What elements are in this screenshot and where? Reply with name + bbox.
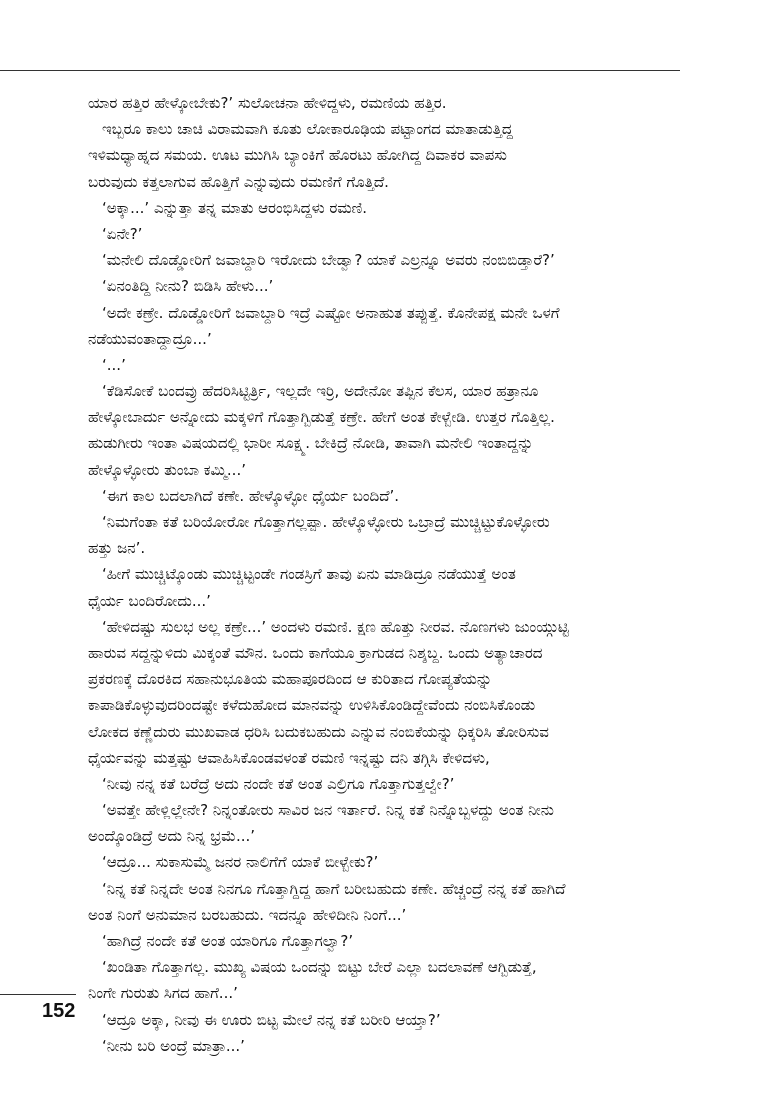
text-line: ಹೇಳ್ಕೊಳ್ಳೋರು ತುಂಬಾ ಕಮ್ಮಿ...’: [88, 460, 246, 479]
text-line: ‘ಹೀಗೆ ಮುಚ್ಚಿಟ್ಕೊಂಡು ಮುಚ್ಚಿಟ್ಟಂಡೇ ಗಂಡಸ್ರಿಗೆ ತಾವು ಏನು ಮಾಡಿದ್ರೂ ನಡೆಯುತ್ತೆ ಅಂತ: [102, 565, 516, 584]
top-rule: [0, 70, 680, 71]
text-line: ‘ಅಕ್ಕಾ...’ ಎನ್ನುತ್ತಾ ತನ್ನ ಮಾತು ಆರಂಭಿಸಿದ್ದಳು ರಮಣಿ.: [102, 198, 368, 217]
text-line: ‘ಹಾಗಿದ್ರೆ ನಂದೇ ಕತೆ ಅಂತ ಯಾರಿಗೂ ಗೊತ್ತಾಗಲ್ವಾ?’: [102, 932, 354, 950]
text-line: ‘ನಿಮಗೆಂತಾ ಕತೆ ಬರಿಯೋರೋ ಗೊತ್ತಾಗಲ್ಲಪ್ಪಾ. ಹೇಳ್ಕೊಳ್ಳೋರು ಒಬ್ರಾದ್ರೆ ಮುಚ್ಚಿಟ್ಟುಕೊಳ್ಳೋರು: [102, 513, 550, 531]
text-line: ‘ಈಗ ಕಾಲ ಬದಲಾಗಿದೆ ಕಣೇ. ಹೇಳ್ಕೊಳ್ಳೋ ಧೈರ್ಯ ಬಂದಿದೆ’.: [102, 486, 400, 505]
text-line: ‘ಏನೇ?’: [102, 224, 143, 243]
text-line: ಹೇಳ್ಕೋಬಾರ್ದು ಅನ್ನೋದು ಮಕ್ಕಳಿಗೆ ಗೊತ್ತಾಗ್ಬಿಡುತ್ತೆ ಕಣ್ರೇ. ಹೇಗೆ ಅಂತ ಕೇಳ್ಬೇಡಿ. ಉತ್ತರ ಗೊತ್ತಿಲ್ಲ.: [88, 408, 555, 427]
text-line: ನಡೆಯುವಂತಾದ್ದಾದ್ರೂ...’: [88, 329, 212, 348]
text-line: ಬರುವುದು ಕತ್ತಲಾಗುವ ಹೊತ್ತಿಗೆ ಎನ್ನುವುದು ರಮಣಿಗೆ ಗೊತ್ತಿದೆ.: [88, 172, 389, 191]
text-line: ‘ಖಂಡಿತಾ ಗೊತ್ತಾಗಲ್ಲ. ಮುಖ್ಯ ವಿಷಯ ಒಂದನ್ನು ಬಿಟ್ಟು ಬೇರೆ ಎಲ್ಲಾ ಬದಲಾವಣೆ ಆಗ್ಬಿಡುತ್ತೆ,: [102, 958, 537, 977]
text-line: ‘ಅವತ್ತೇ ಹೇಳ್ಲಿಲ್ಲೇನೇ? ನಿನ್ನಂತೋರು ಸಾವಿರ ಜನ ಇರ್ತಾರೆ. ನಿನ್ನ ಕತೆ ನಿನ್ನೊಬ್ಬಳದ್ದು ಅಂತ ನೀನು: [102, 801, 554, 820]
text-line: ‘ಅದೇ ಕಣ್ರೇ. ದೊಡ್ಡೋರಿಗೆ ಜವಾಬ್ದಾರಿ ಇದ್ರೆ ಎಷ್ಟೋ ಅನಾಹುತ ತಪ್ಪುತ್ತೆ. ಕೊನೇಪಕ್ಷ ಮನೇ ಒಳಗೆ: [102, 303, 560, 322]
text-line: ಹಾರುವ ಸದ್ದನ್ನುಳಿದು ಮಿಕ್ಕಂತೆ ಮೌನ. ಒಂದು ಕಾಗೆಯೂ ಕ್ರಾಗುಡದ ನಿಶ್ಶಬ್ದ. ಒಂದು ಅತ್ಯಾಚಾರದ: [88, 643, 543, 662]
text-line: ‘...’: [102, 355, 126, 374]
text-line: ‘ಕೆಡಿಸೋಕೆ ಬಂದವ್ರು ಹೆದರಿಸಿಟ್ಟಿರ್ತ್ರಿ, ಇಲ್ಲದೇ ಇರ್ರಿ, ಅದೇನೋ ತಪ್ಪಿನ ಕೆಲಸ, ಯಾರ ಹತ್ರಾನೂ: [102, 382, 539, 401]
text-line: ಹತ್ತು ಜನ’.: [88, 539, 146, 558]
text-line: ನಿಂಗೇ ಗುರುತು ಸಿಗದ ಹಾಗೆ...’: [88, 984, 238, 1003]
text-line: ಧೈರ್ಯ ಬಂದಿರೋದು...’: [88, 591, 211, 610]
page-number-rule: [0, 994, 76, 995]
text-line: ಲೋಕದ ಕಣ್ಣೆದುರು ಮುಖವಾಡ ಧರಿಸಿ ಬದುಕಬಹುದು ಎನ್ನುವ ನಂಬಿಕೆಯನ್ನು ಧಿಕ್ಕರಿಸಿ ತೋರಿಸುವ: [88, 722, 549, 741]
text-line: ಧೈರ್ಯವನ್ನು ಮತ್ತಷ್ಟು ಆವಾಹಿಸಿಕೊಂಡವಳಂತೆ ರಮಣಿ ಇನ್ನಷ್ಟು ದನಿ ತಗ್ಗಿಸಿ ಕೇಳಿದಳು,: [88, 748, 490, 767]
body-text: [88, 90, 682, 1059]
text-line: ‘ಆದ್ರೂ ಅಕ್ಕಾ, ನೀವು ಈ ಊರು ಬಿಟ್ಟ ಮೇಲೆ ನನ್ನ ಕತೆ ಬರೀರಿ ಆಯ್ತಾ?’: [102, 1010, 441, 1029]
text-line: ‘ಹೇಳಿದಷ್ಟು ಸುಲಭ ಅಲ್ಲ ಕಣ್ರೇ...’ ಅಂದಳು ರಮಣಿ. ಕ್ಷಣ ಹೊತ್ತು ನೀರವ. ನೊಣಗಳು ಜುಂಯ್ಗುಟ್ಟಿ: [102, 617, 569, 636]
text-line: ಹುಡುಗೀರು ಇಂತಾ ವಿಷಯದಲ್ಲಿ ಭಾರೀ ಸೂಕ್ಷ್ಮ. ಬೇಕಿದ್ರೆ ನೋಡಿ, ತಾವಾಗಿ ಮನೇಲಿ ಇಂತಾದ್ದನ್ನು: [88, 434, 534, 453]
text-line: ಕಾಪಾಡಿಕೊಳ್ಳುವುದರಿಂದಷ್ಟೇ ಕಳೆದುಹೋದ ಮಾನವನ್ನು ಉಳಿಸಿಕೊಂಡಿದ್ದೇವೆಂದು ನಂಬಿಸಿಕೊಂಡು: [88, 696, 536, 715]
text-line: ಯಾರ ಹತ್ತಿರ ಹೇಳ್ಕೋಬೇಕು?’ ಸುಲೋಚನಾ ಹೇಳಿದ್ದಳು, ರಮಣಿಯ ಹತ್ತಿರ.: [88, 94, 447, 112]
text-line: ‘ಏನಂತಿದ್ದಿ ನೀನು? ಬಿಡಿಸಿ ಹೇಳು...’: [102, 277, 274, 296]
text-line: ‘ನೀನು ಬರಿ ಅಂದ್ರೆ ಮಾತ್ರಾ...’: [102, 1036, 245, 1055]
text-line: ‘ಆದ್ರೂ... ಸುಕಾಸುಮ್ಮೆ ಜನರ ನಾಲಿಗೆಗೆ ಯಾಕೆ ಬೀಳ್ಬೇಕು?’: [102, 853, 379, 872]
text-line: ಅಂದ್ಕೊಂಡಿದ್ರೆ ಅದು ನಿನ್ನ ಭ್ರಮೆ...’: [88, 827, 256, 846]
text-line: ‘ನೀವು ನನ್ನ ಕತೆ ಬರೆದ್ರೆ ಅದು ನಂದೇ ಕತೆ ಅಂತ ಎಲ್ರಿಗೂ ಗೊತ್ತಾಗುತ್ತಲ್ವೇ?’: [102, 774, 455, 793]
text-line: ಇಳಿಮಧ್ಯಾಹ್ನದ ಸಮಯ. ಊಟ ಮುಗಿಸಿ ಬ್ಯಾಂಕಿಗೆ ಹೊರಟು ಹೋಗಿದ್ದ ದಿವಾಕರ ವಾಪಸು: [88, 146, 507, 165]
text-line: ಇಬ್ಬರೂ ಕಾಲು ಚಾಚಿ ವಿರಾಮವಾಗಿ ಕೂತು ಲೋಕಾರೂಢಿಯ ಪಟ್ಟಾಂಗದ ಮಾತಾಡುತ್ತಿದ್ದ: [102, 120, 513, 139]
page-number: 152: [42, 1000, 76, 1022]
text-line: ಅಂತ ನಿಂಗೆ ಅನುಮಾನ ಬರಬಹುದು. ಇದನ್ನೂ ಹೇಳಿದೀನಿ ನಿಂಗೆ...’: [88, 905, 407, 924]
text-line: ‘ಮನೇಲಿ ದೊಡ್ಡೋರಿಗೆ ಜವಾಬ್ದಾರಿ ಇರೋದು ಬೇಡ್ವಾ? ಯಾಕೆ ಎಲ್ರನ್ನೂ ಅವರು ನಂಬಿಬಿಡ್ತಾರೆ?’: [102, 251, 555, 270]
text-line: ‘ನಿನ್ನ ಕತೆ ನಿನ್ನದೇ ಅಂತ ನಿನಗೂ ಗೊತ್ತಾಗ್ದಿದ್ದ ಹಾಗೆ ಬರೀಬಹುದು ಕಣೇ. ಹೆಚ್ಚಂದ್ರೆ ನನ್ನ ಕತೆ ಹಾಗಿದೆ: [102, 879, 566, 898]
text-line: ಪ್ರಕರಣಕ್ಕೆ ದೊರಕಿದ ಸಹಾನುಭೂತಿಯ ಮಹಾಪೂರದಿಂದ ಆ ಕುರಿತಾದ ಗೋಪ್ಯತೆಯನ್ನು: [88, 670, 492, 689]
